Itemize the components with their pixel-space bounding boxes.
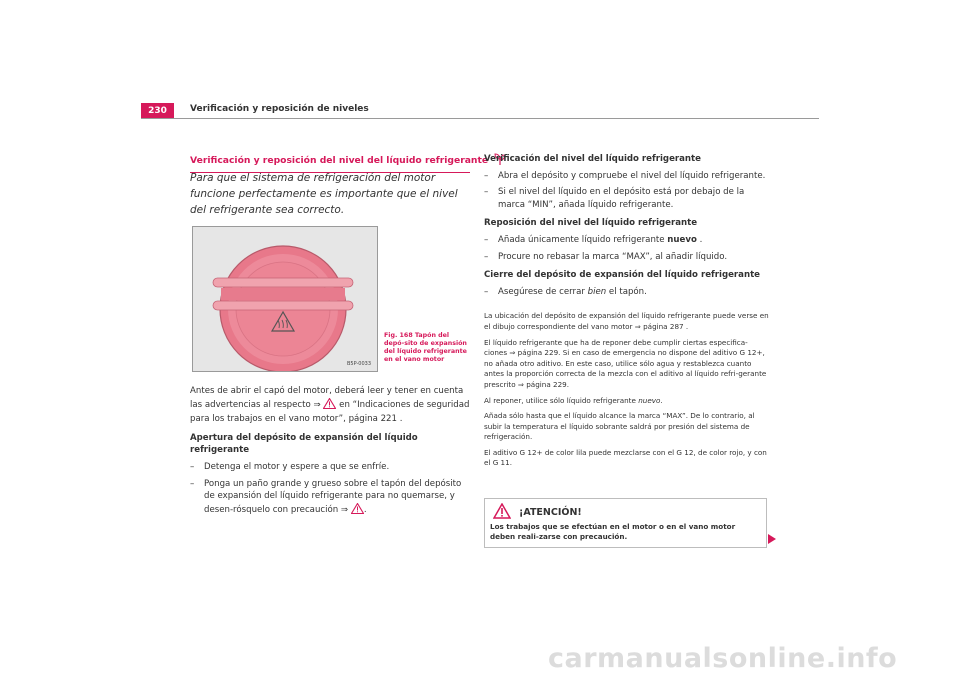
section-title-text: Verificación y reposición del nivel del líquido refrigerante	[190, 155, 489, 166]
warning-box	[484, 498, 767, 548]
warning-triangle-icon	[323, 398, 336, 414]
warning-triangle-icon	[493, 503, 511, 522]
subheading-checking: Verificación del nivel del líquido refrigerante	[484, 154, 701, 164]
note-location: La ubicación del depósito de expansión del líquido refrigerante puede verse en el dibujo correspondiente del vano motor ⇒ página 287 .	[484, 311, 769, 331]
left-column	[190, 385, 470, 518]
step-item: – Si el nivel del líquido en el depósito está por debajo de la marca “MIN”, añada líquido refrigerante.	[484, 187, 745, 210]
step-item: – Ponga un paño grande y grueso sobre el tapón del depósito de expansión del líquido refrigerante para no quemarse, y desen-rósquelo con precaución ⇒ .	[190, 478, 470, 519]
note-new-coolant: Al reponer, utilice sólo líquido refrigerante nuevo.	[484, 395, 663, 405]
figure-coolant-cap	[192, 226, 378, 372]
note-specification: El líquido refrigerante que ha de reponer debe cumplir ciertas especifica-ciones ⇒ página 229. Si en caso de emergencia no dispone del aditivo G 12+, no añada otro aditivo. En este caso, utilice sólo agua y restablezca cuanto antes la proporción correcta de la mezcla con el aditivo al líquido refri-gerante prescrito ⇒ página 229.	[484, 337, 767, 389]
step-item: – Asegúrese de cerrar bien el tapón.	[484, 286, 647, 297]
warning-triangle-icon	[351, 503, 364, 519]
step-item: – Detenga el motor y espere a que se enfríe.	[190, 461, 390, 472]
note-max-level: Añada sólo hasta que el líquido alcance la marca “MAX”. De lo contrario, al subir la temperatura el líquido sobrante saldrá por presión del sistema de refrigeración.	[484, 411, 755, 442]
warning-header	[493, 503, 582, 522]
note-additive-mixing: El aditivo G 12+ de color lila puede mezclarse con el G 12, de color rojo, y con el G 11.	[484, 447, 767, 468]
page-header-title: Verificación y reposición de niveles	[190, 104, 369, 114]
figure-code: B5P-0033	[346, 361, 371, 367]
header-divider	[141, 118, 819, 119]
figure-caption: Fig. 168 Tapón del depó-sito de expansión del líquido refrigerante en el vano motor	[384, 332, 467, 363]
step-item: – Procure no rebasar la marca “MAX”, al añadir líquido.	[484, 251, 728, 262]
continue-arrow-icon	[768, 534, 776, 544]
subheading-closing: Cierre del depósito de expansión del líquido refrigerante	[484, 270, 761, 281]
warning-text: Los trabajos que se efectúan en el motor o en el vano motor deben reali-zarse con precaución.	[490, 522, 736, 542]
subheading-opening: Apertura del depósito de expansión del líquido refrigerante	[190, 432, 418, 456]
page-number: 230	[141, 103, 174, 118]
warning-title: ¡ATENCIÓN!	[519, 507, 582, 518]
step-item: – Añada únicamente líquido refrigerante nuevo .	[484, 234, 703, 245]
safety-paragraph: Antes de abrir el capó del motor, deberá leer y tener en cuenta las advertencias al respecto ⇒ en “Indicaciones de seguridad para los trabajos en el vano motor”, página 221 .	[190, 386, 470, 425]
coolant-cap-illustration	[193, 227, 377, 371]
subheading-refilling: Reposición del nivel del líquido refrigerante	[484, 218, 698, 229]
step-item: – Abra el depósito y compruebe el nivel del líquido refrigerante.	[484, 170, 766, 181]
right-column	[484, 153, 769, 469]
section-intro: Para que el sistema de refrigeración del motor funcione perfectamente es importante que el nivel del refrigerante sea correcto.	[190, 172, 458, 216]
watermark: carmanualsonline.info	[548, 643, 898, 674]
